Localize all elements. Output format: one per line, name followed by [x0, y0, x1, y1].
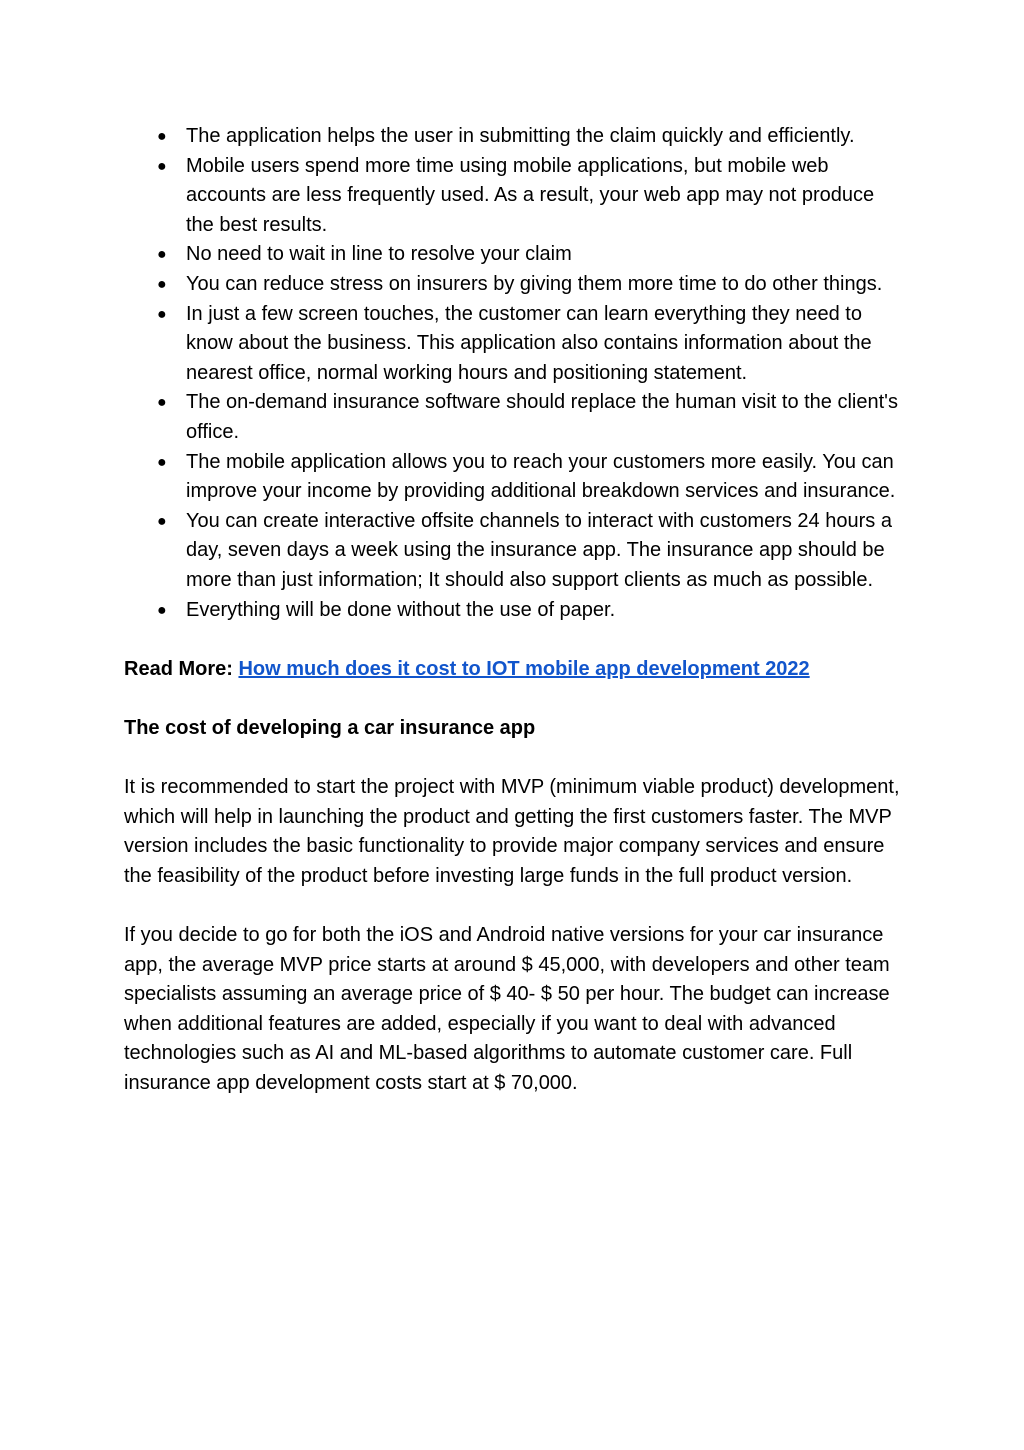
list-item-text: You can create interactive offsite channels to interact with customers 24 hours a day, seven days a week using the insurance app. The insurance app should be more than just information; It should also support clients as much as possible.: [186, 509, 892, 591]
list-item: [124, 507, 904, 596]
list-item-text: The application helps the user in submitting the claim quickly and efficiently.: [186, 125, 855, 147]
section-heading: The cost of developing a car insurance app: [124, 716, 536, 739]
bullet-icon: ●: [157, 157, 167, 175]
bullet-icon: ●: [157, 394, 167, 412]
list-item-text: Mobile users spend more time using mobile applications, but mobile web accounts are less frequently used. As a result, your web app may not produce the best results.: [186, 154, 875, 236]
benefits-list: [124, 122, 904, 625]
spacer: [124, 625, 904, 655]
read-more-link[interactable]: How much does it cost to IOT mobile app development 2022: [238, 657, 810, 680]
read-more-label: Read More:: [124, 657, 233, 680]
paragraph-cost: If you decide to go for both the iOS and Android native versions for your car insurance app, the average MVP price starts at around $ 45,000, with developers and other team specialists assuming an average price of $ 40- $ 50 per hour. The budget can increase when additional features are added, especially if you want to deal with advanced technologies such as AI and ML-based algorithms to automate customer care. Full insurance app development costs start at $ 70,000.: [124, 924, 890, 1094]
list-item: [124, 300, 904, 389]
list-item: [124, 270, 904, 300]
list-item: [124, 152, 904, 241]
read-more-line: [124, 655, 904, 685]
list-item: [124, 448, 904, 507]
bullet-icon: ●: [157, 512, 167, 530]
list-item: [124, 240, 904, 270]
bullet-icon: ●: [157, 275, 167, 293]
spacer: [124, 684, 904, 714]
list-item-text: You can reduce stress on insurers by giving them more time to do other things.: [186, 272, 883, 295]
list-item-text: The on-demand insurance software should replace the human visit to the client's office.: [186, 391, 898, 443]
document-body: [124, 122, 904, 1099]
spacer: [124, 891, 904, 921]
list-item-text: No need to wait in line to resolve your claim: [186, 243, 572, 266]
bullet-icon: ●: [157, 128, 167, 145]
bullet-icon: ●: [157, 453, 167, 471]
list-item-text: Everything will be done without the use of paper.: [186, 598, 616, 621]
bullet-icon: ●: [157, 601, 167, 619]
paragraph-mvp: It is recommended to start the project with MVP (minimum viable product) development, which will help in launching the product and getting the first customers faster. The MVP version includes the basic functionality to provide major company services and ensure the feasibility of the product before investing large funds in the full product version.: [124, 776, 900, 887]
list-item-text: In just a few screen touches, the customer can learn everything they need to know about the business. This application also contains information about the nearest office, normal working hours and positioning statement.: [186, 302, 872, 384]
bullet-icon: ●: [157, 246, 167, 264]
list-item: [124, 388, 904, 447]
bullet-icon: ●: [157, 305, 167, 323]
list-item: [124, 122, 904, 152]
spacer: [124, 743, 904, 773]
list-item: [124, 596, 904, 626]
list-item-text: The mobile application allows you to reach your customers more easily. You can improve your income by providing additional breakdown services and insurance.: [186, 450, 896, 503]
